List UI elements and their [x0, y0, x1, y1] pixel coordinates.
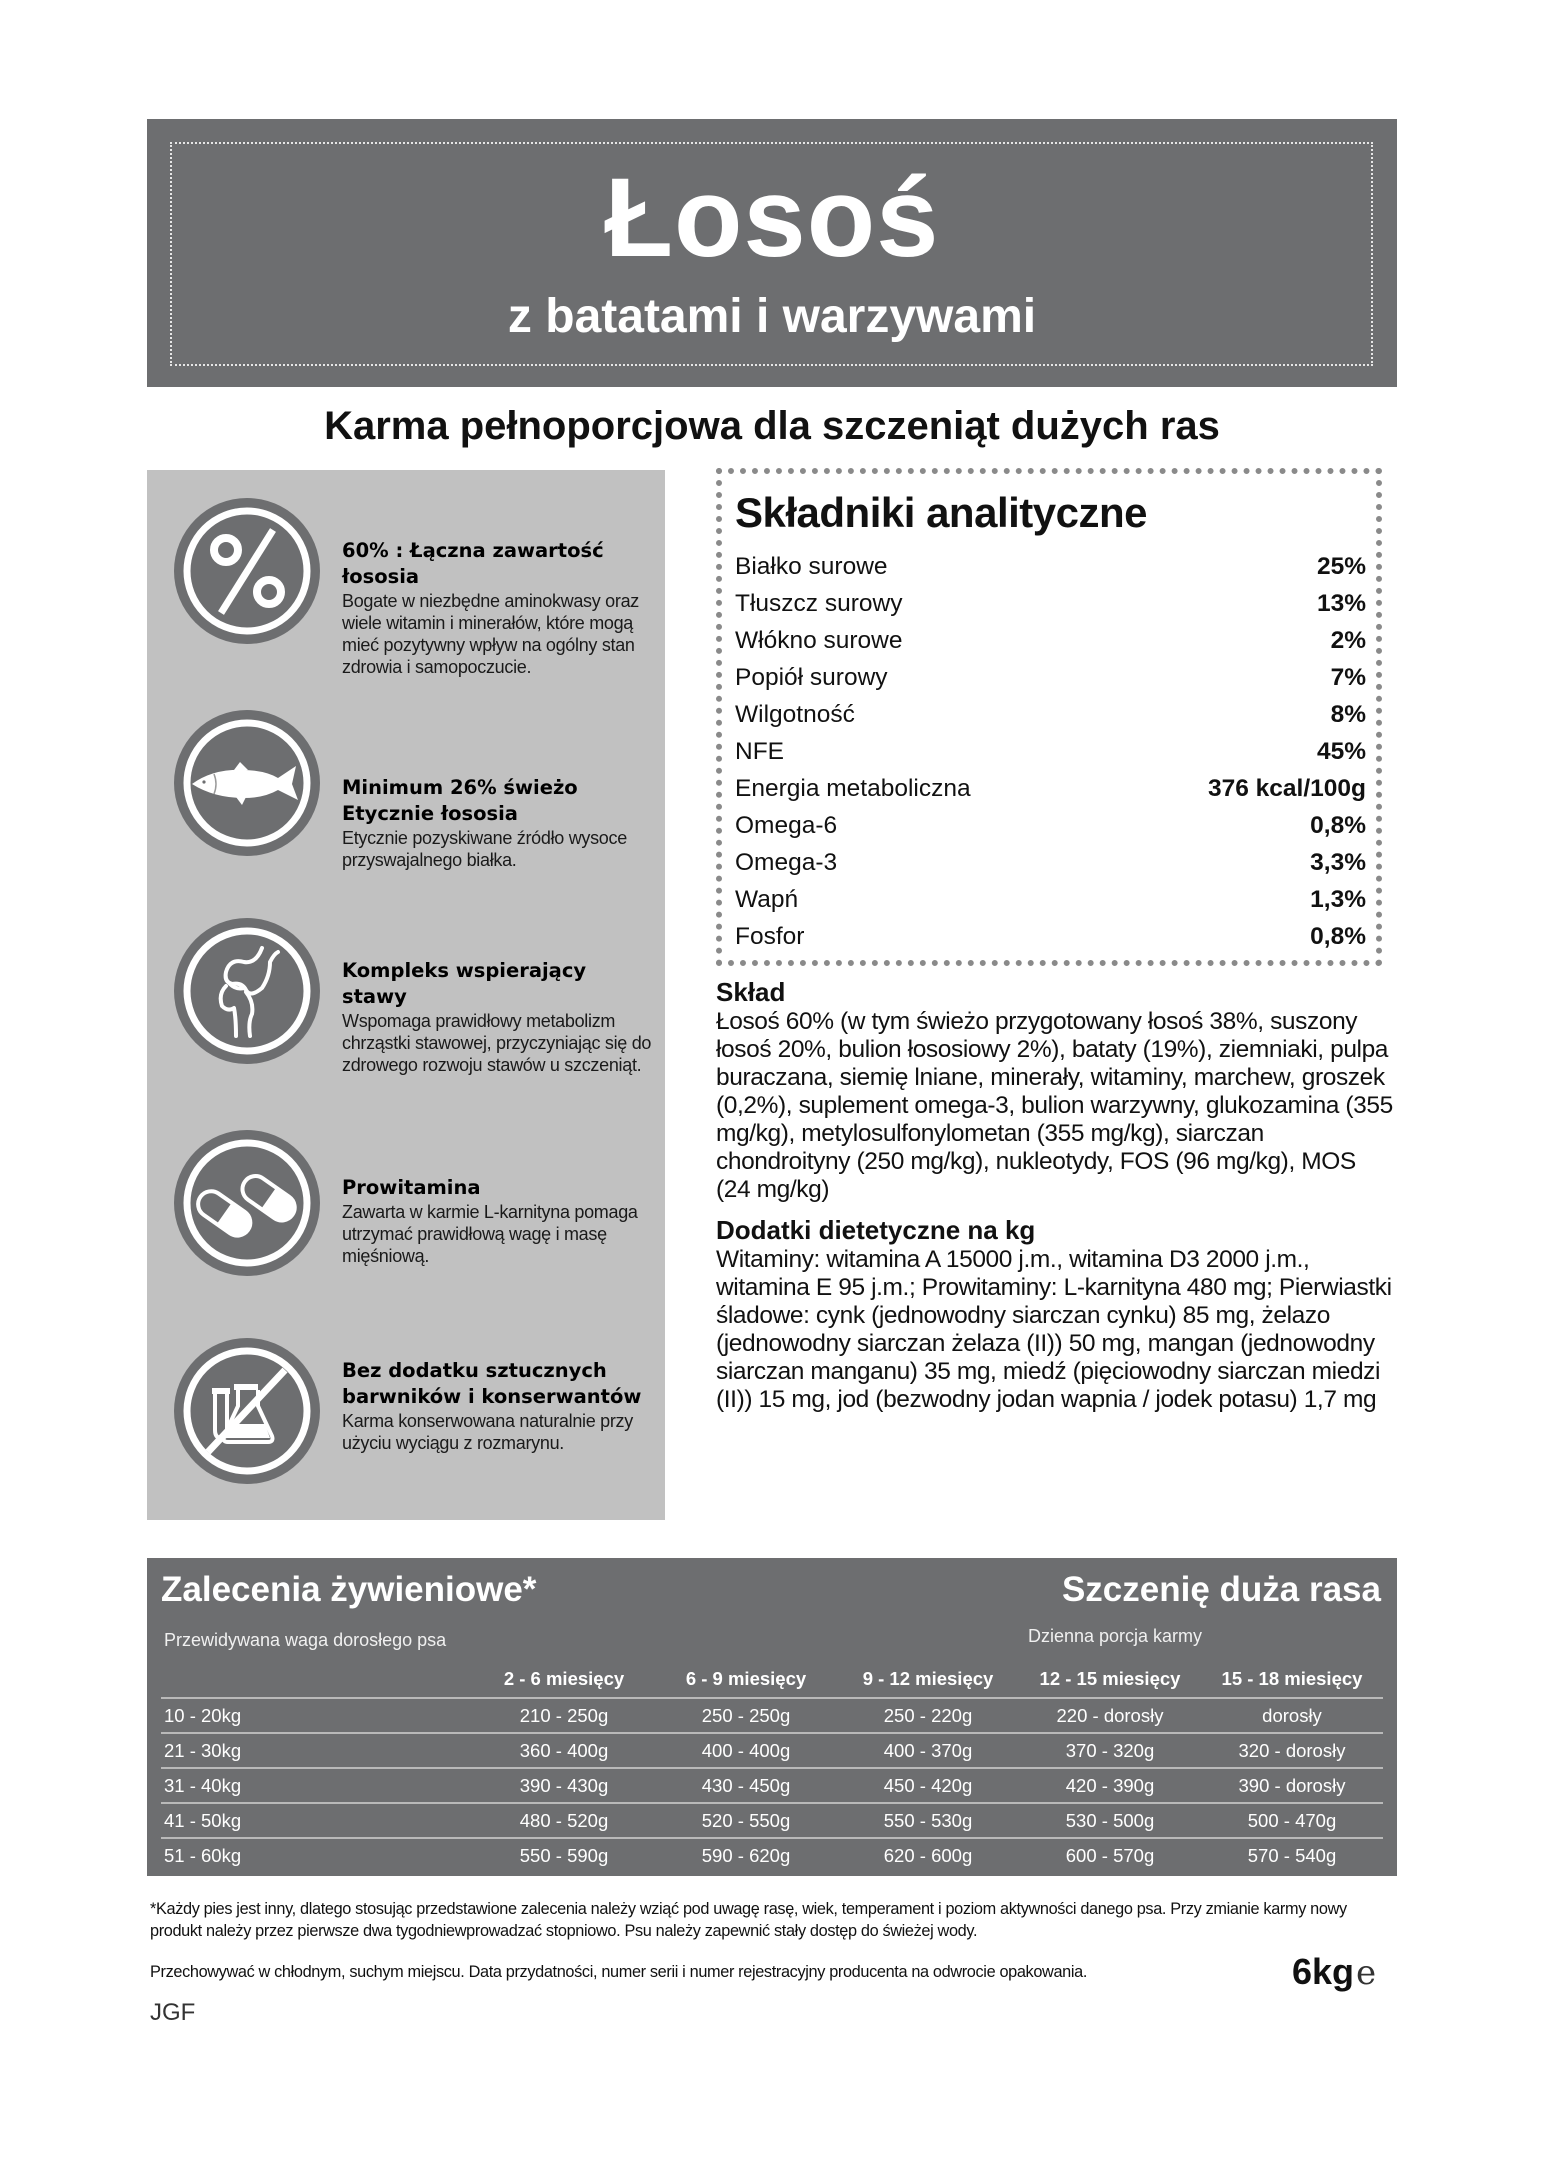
daily-portion-header: Dzienna porcja karmy [1027, 1626, 1203, 1646]
composition-text: Łosoś 60% (w tym świeżo przygotowany łosoś 38%, suszony łosoś 20%, bulion łososiowy 2%), bataty (19%), ziemniaki, pulpa buraczana, siemię lniane, minerały, witaminy, marchew, groszek (0,2%), suplement omega-3, bulion warzywny, glukozamina (355 mg/kg), metylosulfonylometan (355 mg/kg), siarczan chondroityny (250 mg/kg), nukleotydy, FOS (96 mg/kg), MOS (24 mg/kg) [716, 1008, 1393, 1203]
feeding-row [161, 1768, 1383, 1803]
analytic-name: Omega-3 [735, 848, 838, 876]
analytic-value: 1,3% [1310, 885, 1366, 913]
portion-cell: 210 - 250g [473, 1698, 655, 1733]
portion-cell: 360 - 400g [473, 1733, 655, 1768]
portion-cell: 550 - 530g [837, 1803, 1019, 1838]
portion-cell: 520 - 550g [655, 1803, 837, 1838]
portion-cell: 220 - dorosły [1019, 1698, 1201, 1733]
portion-cell: 250 - 220g [837, 1698, 1019, 1733]
portion-cell: 400 - 370g [837, 1733, 1019, 1768]
age-column-header: 15 - 18 miesięcy [1201, 1656, 1383, 1698]
portion-cell: 250 - 250g [655, 1698, 837, 1733]
composition-title: Skład [716, 977, 786, 1007]
feature-title: Kompleks wspierający stawy [342, 959, 587, 1008]
portion-cell: 450 - 420g [837, 1768, 1019, 1803]
portion-cell: 480 - 520g [473, 1803, 655, 1838]
portion-cell: 620 - 600g [883, 1844, 973, 1866]
portion-cell: dorosły [1201, 1698, 1383, 1733]
feeding-header-row [161, 1656, 1383, 1698]
product-title: Łosoś [604, 155, 940, 280]
portion-cell: 530 - 500g [1019, 1803, 1201, 1838]
analytic-row [735, 844, 1366, 881]
analytic-value: 7% [1330, 663, 1366, 691]
analytic-row [735, 585, 1366, 622]
analytic-constituents-box [716, 468, 1382, 966]
weight-cell: 21 - 30kg [161, 1733, 473, 1768]
product-header [147, 119, 1397, 387]
product-tagline: Karma pełnoporcjowa dla szczeniąt dużych ras [324, 404, 1220, 448]
joint-bone-icon [174, 918, 320, 1064]
weight-cell: 41 - 50kg [161, 1803, 473, 1838]
feature-description: Etycznie pozyskiwane źródło wysoce przyswajalnego białka. [342, 828, 627, 870]
age-column-header: 6 - 9 miesięcy [655, 1656, 837, 1698]
analytic-value: 25% [1316, 552, 1366, 580]
feeding-row [161, 1733, 1383, 1768]
feeding-table [161, 1656, 1383, 1872]
analytic-row [735, 881, 1366, 918]
age-column-header: 9 - 12 miesięcy [837, 1656, 1019, 1698]
salmon-fish-icon [174, 710, 320, 856]
analytic-name: Fosfor [735, 922, 805, 950]
estimated-sign-icon: e [1356, 1953, 1377, 1993]
additives-title: Dodatki dietetyczne na kg [716, 1215, 1036, 1245]
net-weight [1292, 1950, 1376, 1995]
portion-cell: 390 - 430g [473, 1768, 655, 1803]
analytic-name: Popiół surowy [735, 663, 888, 691]
analytic-name: Energia metaboliczna [735, 774, 971, 802]
analytic-name: Wapń [735, 885, 799, 913]
portion-cell: 570 - 540g [1247, 1844, 1337, 1866]
storage-note: Przechowywać w chłodnym, suchym miejscu. Data przydatności, numer serii i numer rejestracyjny producenta na odwrocie opakowania. [150, 1963, 1088, 1981]
analytic-row [735, 696, 1366, 733]
feature-title: 60% : Łączna zawartość łososia [342, 539, 604, 588]
age-column-header: 12 - 15 miesięcy [1019, 1656, 1201, 1698]
portion-cell: 550 - 590g [519, 1844, 609, 1866]
portion-cell: 420 - 390g [1019, 1768, 1201, 1803]
analytic-row [735, 770, 1366, 807]
feeding-row [161, 1803, 1383, 1838]
analytic-title: Składniki analityczne [735, 489, 1148, 536]
portion-cell: 320 - dorosły [1201, 1733, 1383, 1768]
feature-description: Bogate w niezbędne aminokwasy oraz wiele witamin i minerałów, które mogą mieć pozytywny wpływ na ogólny stan zdrowia i samopoczucie. [342, 591, 639, 677]
percent-icon [174, 498, 320, 644]
age-column-header: 2 - 6 miesięcy [473, 1656, 655, 1698]
analytic-row [735, 622, 1366, 659]
analytic-name: Białko surowe [735, 552, 888, 580]
feature-title: Bez dodatku sztucznych barwników i konserwantów [342, 1359, 642, 1408]
feeding-guidelines [147, 1558, 1397, 1876]
analytic-row [735, 733, 1366, 770]
feeding-row [161, 1698, 1383, 1733]
analytic-row [735, 548, 1366, 585]
analytic-name: Tłuszcz surowy [735, 589, 903, 617]
weight-cell: 10 - 20kg [161, 1698, 473, 1733]
composition-section [716, 976, 1396, 1424]
portion-cell: 400 - 400g [655, 1733, 837, 1768]
weight-header-cell [161, 1656, 473, 1698]
weight-cell: 31 - 40kg [161, 1768, 473, 1803]
analytic-name: Włókno surowe [735, 626, 903, 654]
features-panel [147, 470, 665, 1520]
product-subtitle: z batatami i warzywami [507, 290, 1037, 343]
analytic-value: 0,8% [1310, 811, 1366, 839]
portion-cell: 390 - dorosły [1201, 1768, 1383, 1803]
portion-cell: 590 - 620g [701, 1844, 791, 1866]
weight-cell: 51 - 60kg [164, 1844, 242, 1866]
feature-description: Wspomaga prawidłowy metabolizm chrząstki stawowej, przyczyniając się do zdrowego rozwoju stawów u szczeniąt. [342, 1011, 652, 1075]
analytic-value: 3,3% [1310, 848, 1366, 876]
analytic-value: 376 kcal/100g [1207, 774, 1366, 802]
analytic-value: 8% [1330, 700, 1366, 728]
capsules-icon [174, 1130, 320, 1276]
analytic-value: 2% [1330, 626, 1366, 654]
analytic-name: NFE [735, 737, 784, 765]
portion-cell: 600 - 570g [1065, 1844, 1155, 1866]
analytic-value: 13% [1316, 589, 1366, 617]
no-chemicals-flask-icon [174, 1338, 320, 1484]
analytic-row [735, 918, 1366, 955]
feature-description: Karma konserwowana naturalnie przy użyciu wyciągu z rozmarynu. [342, 1411, 633, 1453]
additives-text: Witaminy: witamina A 15000 j.m., witamina D3 2000 j.m., witamina E 95 j.m.; Prowitaminy: L-karnityna 480 mg; Pierwiastki śladowe: cynk (jednowodny siarczan cynku) 85 mg, żelazo (jednowodny siarczan żelaza (II)) 50 mg, mangan (jednowodny siarczan manganu) 35 mg, miedź (pięciowodny siarczan miedzi (II)) 15 mg, jod (bezwodny jodan wapnia / jodek potasu) 1,7 mg [716, 1246, 1392, 1413]
net-weight-value: 6kg [1292, 1951, 1355, 1992]
feeding-title: Zalecenia żywieniowe* [161, 1570, 537, 1609]
portion-cell: 430 - 450g [655, 1768, 837, 1803]
feeding-row [161, 1838, 1383, 1872]
analytic-value: 0,8% [1310, 922, 1366, 950]
portion-cell: 500 - 470g [1201, 1803, 1383, 1838]
feature-title: Prowitamina [342, 1176, 481, 1199]
feature-description: Zawarta w karmie L-karnityna pomaga utrzymać prawidłową wagę i masę mięśniową. [342, 1202, 638, 1266]
analytic-value: 45% [1316, 737, 1366, 765]
weight-column-header: Przewidywana waga dorosłego psa [164, 1630, 447, 1650]
feeding-footnote: *Każdy pies jest inny, dlatego stosując przedstawione zalecenia należy wziąć pod uwagę rasę, wiek, temperament i poziom aktywności danego psa. Przy zmianie karmy nowy produkt należy przez pierwsze dwa tygodniewprowadzać stopniowo. Psu należy zapewnić stały dostęp do świeżej wody. [150, 1900, 1347, 1940]
analytic-list [735, 548, 1366, 955]
feeding-subtitle: Szczenię duża rasa [1061, 1570, 1381, 1609]
analytic-name: Omega-6 [735, 811, 838, 839]
portion-cell: 370 - 320g [1019, 1733, 1201, 1768]
analytic-row [735, 807, 1366, 844]
analytic-name: Wilgotność [735, 700, 855, 728]
brand-mark: JGF [150, 1999, 196, 2026]
analytic-row [735, 659, 1366, 696]
feature-title: Minimum 26% świeżo Etycznie łososia [342, 776, 578, 825]
